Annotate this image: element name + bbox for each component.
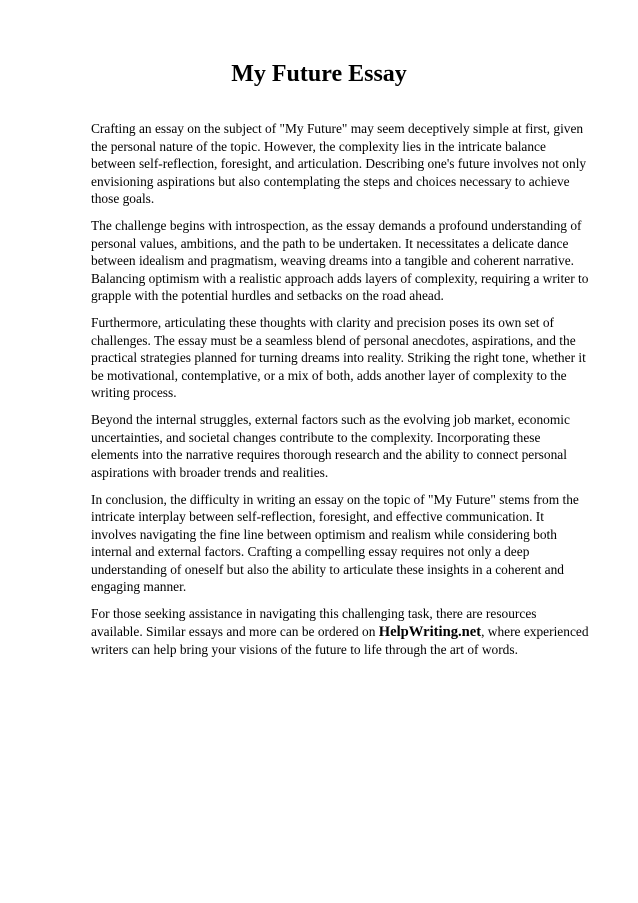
document-body — [91, 120, 589, 668]
paragraph-4: Beyond the internal struggles, external factors such as the evolving job market, economic uncertainties, and societal changes contribute to the complexity. Incorporating these elements into the narrative requires thorough research and the ability to connect personal aspirations with broader trends and realities. — [91, 412, 570, 480]
document-title: My Future Essay — [231, 61, 407, 87]
helpwriting-link[interactable]: HelpWriting.net — [378, 623, 482, 640]
paragraph-6-text-before-link: For those seeking assistance in navigating this challenging task, there are resources available. Similar essays and more can be ordered on — [91, 606, 537, 639]
paragraph-6-text-after-link: , where experienced writers can help bring your visions of the future to life through the art of words. — [91, 623, 589, 657]
paragraph-3: Furthermore, articulating these thoughts with clarity and precision poses its own set of challenges. The essay must be a seamless blend of personal anecdotes, aspirations, and the practical strategies planned for turning dreams into reality. Striking the right tone, whether it be motivational, contemplative, or a mix of both, adds another layer of complexity to the writing process. — [91, 315, 586, 400]
paragraph-5: In conclusion, the difficulty in writing an essay on the topic of "My Future" stems from the intricate interplay between self-reflection, foresight, and effective communication. It involves navigating the fine line between optimism and realism while considering both internal and external factors. Crafting a compelling essay requires not only a deep understanding of oneself but also the ability to articulate these insights in a coherent and engaging manner. — [91, 491, 579, 594]
paragraph-6 — [91, 605, 589, 659]
paragraph-2: The challenge begins with introspection, as the essay demands a profound understanding of personal values, ambitions, and the path to be undertaken. It necessitates a delicate dance between idealism and pragmatism, weaving dreams into a tangible and coherent narrative. Balancing optimism with a realistic approach adds layers of complexity, requiring a writer to grapple with the potential hurdles and setbacks on the road ahead. — [91, 218, 589, 303]
paragraph-1: Crafting an essay on the subject of "My Future" may seem deceptively simple at first, given the personal nature of the topic. However, the complexity lies in the intricate balance between self-reflection, foresight, and articulation. Describing one's future involves not only envisioning aspirations but also contemplating the steps and choices necessary to achieve those goals. — [91, 121, 587, 206]
